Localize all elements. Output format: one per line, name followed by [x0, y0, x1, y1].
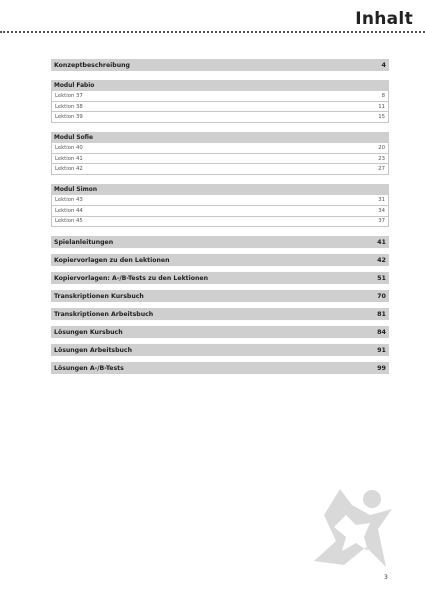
- toc-entry-page: 4: [381, 61, 386, 69]
- toc-entry-loesungen-tests[interactable]: [51, 362, 389, 374]
- toc-entry-loesungen-kursbuch[interactable]: [51, 326, 389, 338]
- lesson-label: Lektion 41: [55, 155, 83, 162]
- lesson-row[interactable]: [51, 206, 389, 217]
- toc-entry-label: Lösungen Kursbuch: [54, 328, 123, 336]
- lesson-row[interactable]: [51, 91, 389, 102]
- module-sofie: [51, 132, 389, 175]
- module-heading: Modul Fabio: [51, 80, 389, 91]
- toc-entry-label: Transkriptionen Kursbuch: [54, 292, 144, 300]
- toc-entry-label: Kopiervorlagen zu den Lektionen: [54, 256, 170, 264]
- lesson-row[interactable]: [51, 195, 389, 206]
- lesson-page: 8: [381, 92, 385, 99]
- lesson-page: 11: [378, 103, 385, 110]
- lesson-row[interactable]: [51, 102, 389, 113]
- toc-entry-konzeptbeschreibung[interactable]: [51, 59, 389, 71]
- lesson-label: Lektion 44: [55, 207, 83, 214]
- toc-entry-transkriptionen-arbeitsbuch[interactable]: [51, 308, 389, 320]
- lesson-row[interactable]: [51, 217, 389, 228]
- lesson-page: 23: [378, 155, 385, 162]
- lesson-row[interactable]: [51, 143, 389, 154]
- toc-entry-kopiervorlagen[interactable]: [51, 254, 389, 266]
- lesson-label: Lektion 42: [55, 166, 83, 173]
- page-number: 3: [384, 574, 388, 581]
- toc-entry-label: Lösungen Arbeitsbuch: [54, 346, 133, 354]
- page-title: Inhalt: [355, 9, 413, 29]
- toc-entry-page: 91: [377, 346, 386, 355]
- toc-entry-spielanleitungen[interactable]: [51, 236, 389, 248]
- lesson-page: 37: [378, 218, 385, 225]
- lesson-row[interactable]: [51, 112, 389, 123]
- lesson-label: Lektion 45: [55, 218, 83, 225]
- toc-entry-page: 81: [377, 310, 386, 319]
- toc-entry-page: 51: [377, 274, 386, 283]
- toc-entry-page: 70: [377, 292, 386, 301]
- lesson-label: Lektion 40: [55, 144, 83, 151]
- toc-entry-page: 42: [377, 256, 386, 265]
- lesson-page: 34: [378, 207, 385, 214]
- toc-entry-transkriptionen-kursbuch[interactable]: [51, 290, 389, 302]
- toc-entry-loesungen-arbeitsbuch[interactable]: [51, 344, 389, 356]
- lesson-label: Lektion 39: [55, 114, 83, 121]
- lesson-page: 15: [378, 114, 385, 121]
- lesson-label: Lektion 43: [55, 196, 83, 203]
- toc-entry-label: Spielanleitungen: [54, 238, 114, 246]
- toc-entry-page: 84: [377, 328, 386, 337]
- lesson-label: Lektion 38: [55, 103, 83, 110]
- lesson-page: 27: [378, 166, 385, 173]
- lesson-row[interactable]: [51, 164, 389, 175]
- module-simon: [51, 184, 389, 227]
- lesson-label: Lektion 37: [55, 92, 83, 99]
- jumping-figure-logo-icon: [306, 485, 401, 580]
- toc-entry-label: Konzeptbeschreibung: [54, 61, 130, 69]
- lesson-page: 20: [378, 144, 385, 151]
- toc-entry-label: Lösungen A-/B-Tests: [54, 364, 124, 372]
- toc-entry-kopiervorlagen-tests[interactable]: [51, 272, 389, 284]
- title-dotted-rule: [0, 31, 425, 33]
- table-of-contents: [51, 59, 389, 374]
- module-heading: Modul Simon: [51, 184, 389, 195]
- toc-entry-label: Transkriptionen Arbeitsbuch: [54, 310, 154, 318]
- toc-entry-page: 99: [377, 364, 386, 373]
- module-heading: Modul Sofie: [51, 132, 389, 143]
- lesson-row[interactable]: [51, 154, 389, 165]
- lesson-page: 31: [378, 196, 385, 203]
- toc-entry-page: 41: [377, 238, 386, 247]
- toc-entry-label: Kopiervorlagen: A-/B-Tests zu den Lektionen: [54, 274, 209, 282]
- module-fabio: [51, 80, 389, 123]
